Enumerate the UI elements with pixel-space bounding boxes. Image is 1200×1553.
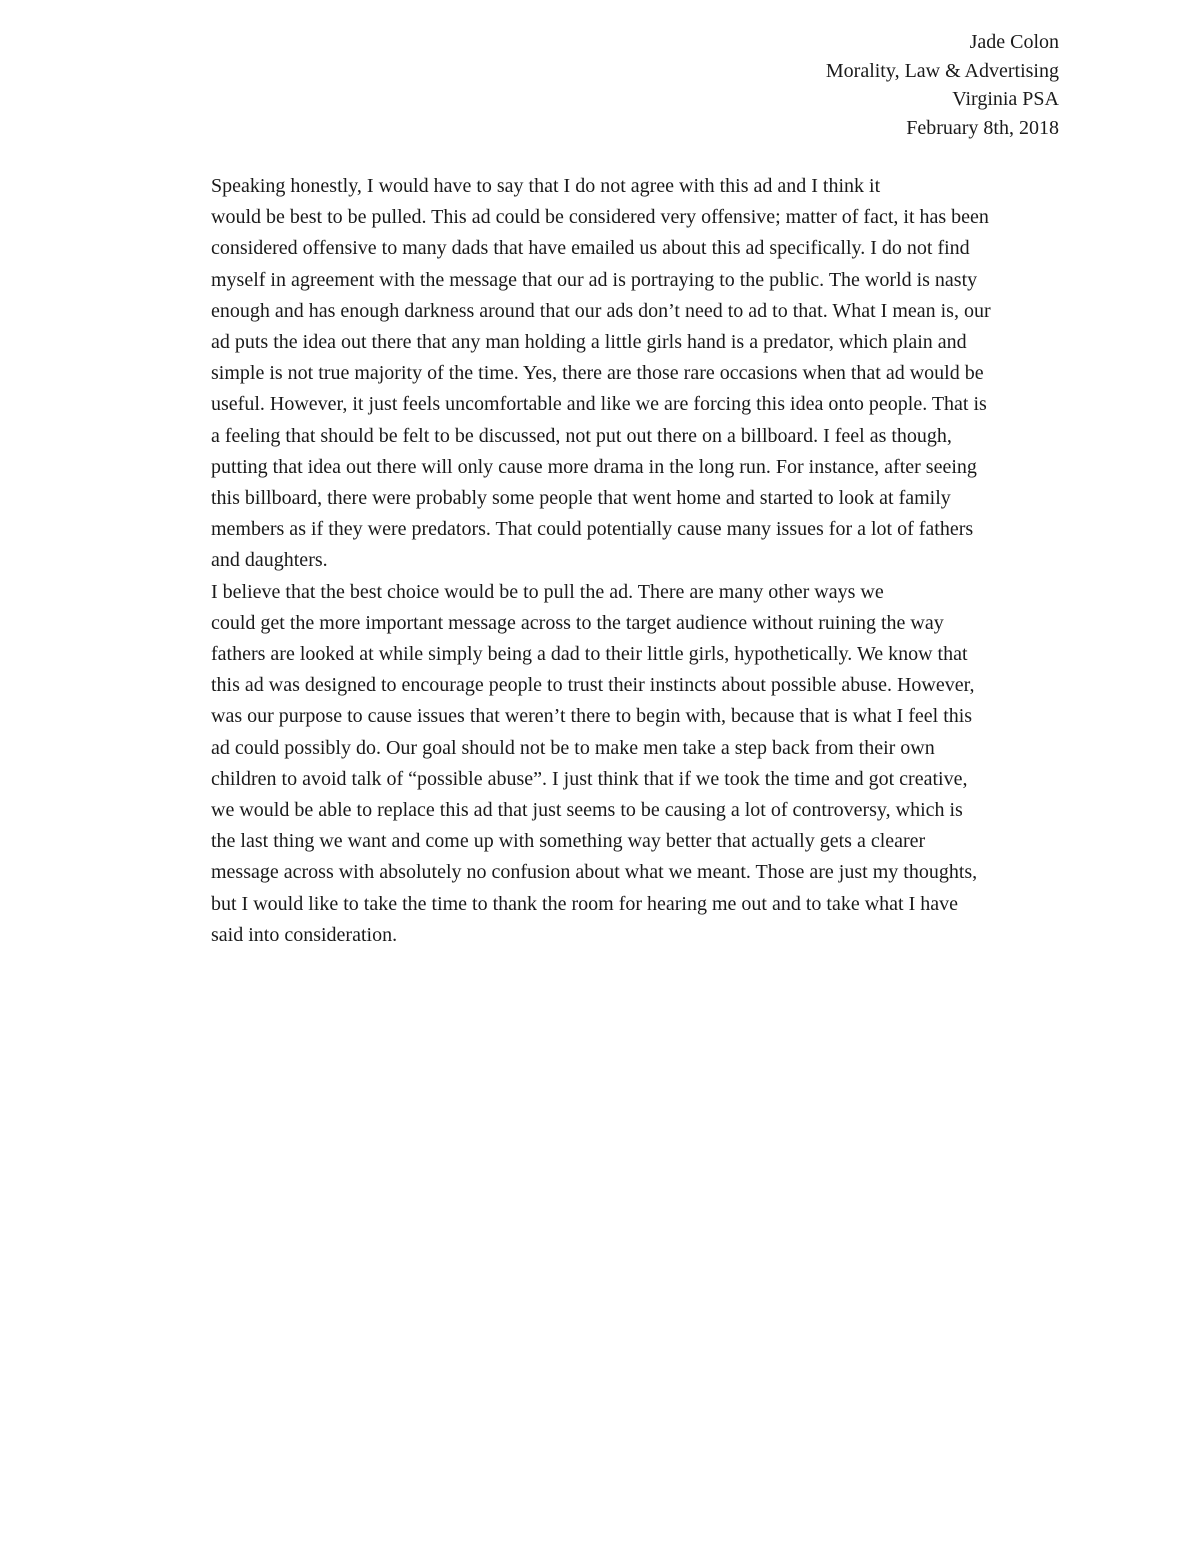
course-name: Morality, Law & Advertising xyxy=(825,59,1059,82)
text-line: considered offensive to many dads that have emailed us about this ad specifically. I do not find xyxy=(211,237,970,260)
text-line: message across with absolutely no confusion about what we meant. Those are just my thoughts, xyxy=(211,861,978,884)
text-line: ad puts the idea out there that any man holding a little girls hand is a predator, which plain and xyxy=(211,331,967,354)
assignment-title: Virginia PSA xyxy=(952,88,1059,110)
text-line: a feeling that should be felt to be discussed, not put out there on a billboard. I feel as though, xyxy=(211,424,952,447)
text-line: was our purpose to cause issues that weren’t there to begin with, because that is what I feel this xyxy=(211,705,973,728)
text-line: but I would like to take the time to thank the room for hearing me out and to take what I have xyxy=(211,892,959,915)
paragraph-2 xyxy=(141,577,1063,951)
text-line: myself in agreement with the message that our ad is portraying to the public. The world is nasty xyxy=(211,268,978,291)
text-line: the last thing we want and come up with something way better that actually gets a clearer xyxy=(211,830,926,853)
author-name: Jade Colon xyxy=(969,31,1059,53)
text-line: useful. However, it just feels uncomfortable and like we are forcing this idea onto people. That is xyxy=(211,393,987,416)
text-line: putting that idea out there will only cause more drama in the long run. For instance, after seeing xyxy=(211,455,977,478)
text-line: children to avoid talk of “possible abuse”. I just think that if we took the time and got creative, xyxy=(211,767,968,790)
text-line: Speaking honestly, I would have to say that I do not agree with this ad and I think it xyxy=(211,175,881,197)
text-line: members as if they were predators. That could potentially cause many issues for a lot of fathers xyxy=(211,518,974,541)
text-line: fathers are looked at while simply being a dad to their little girls, hypothetically. We know that xyxy=(211,643,968,666)
document-body xyxy=(141,171,1063,951)
document-date: February 8th, 2018 xyxy=(906,116,1059,139)
text-line: ad could possibly do. Our goal should not be to make men take a step back from their own xyxy=(211,736,935,759)
text-line: and daughters. xyxy=(211,549,328,572)
text-line: simple is not true majority of the time. Yes, there are those rare occasions when that ad would be xyxy=(211,362,984,385)
text-line: could get the more important message across to the target audience without ruining the way xyxy=(211,611,944,634)
document-header xyxy=(459,28,1059,142)
text-line: enough and has enough darkness around that our ads don’t need to ad to that. What I mean is, our xyxy=(211,299,991,322)
text-line: this ad was designed to encourage people to trust their instincts about possible abuse. However, xyxy=(211,674,975,697)
text-line: would be best to be pulled. This ad could be considered very offensive; matter of fact, it has been xyxy=(211,206,989,229)
text-line: said into consideration. xyxy=(211,923,398,946)
paragraph-1 xyxy=(141,171,1063,577)
text-line: this billboard, there were probably some people that went home and started to look at family xyxy=(211,487,951,510)
text-line: I believe that the best choice would be to pull the ad. There are many other ways we xyxy=(211,580,884,603)
text-line: we would be able to replace this ad that just seems to be causing a lot of controversy, which is xyxy=(211,799,963,822)
